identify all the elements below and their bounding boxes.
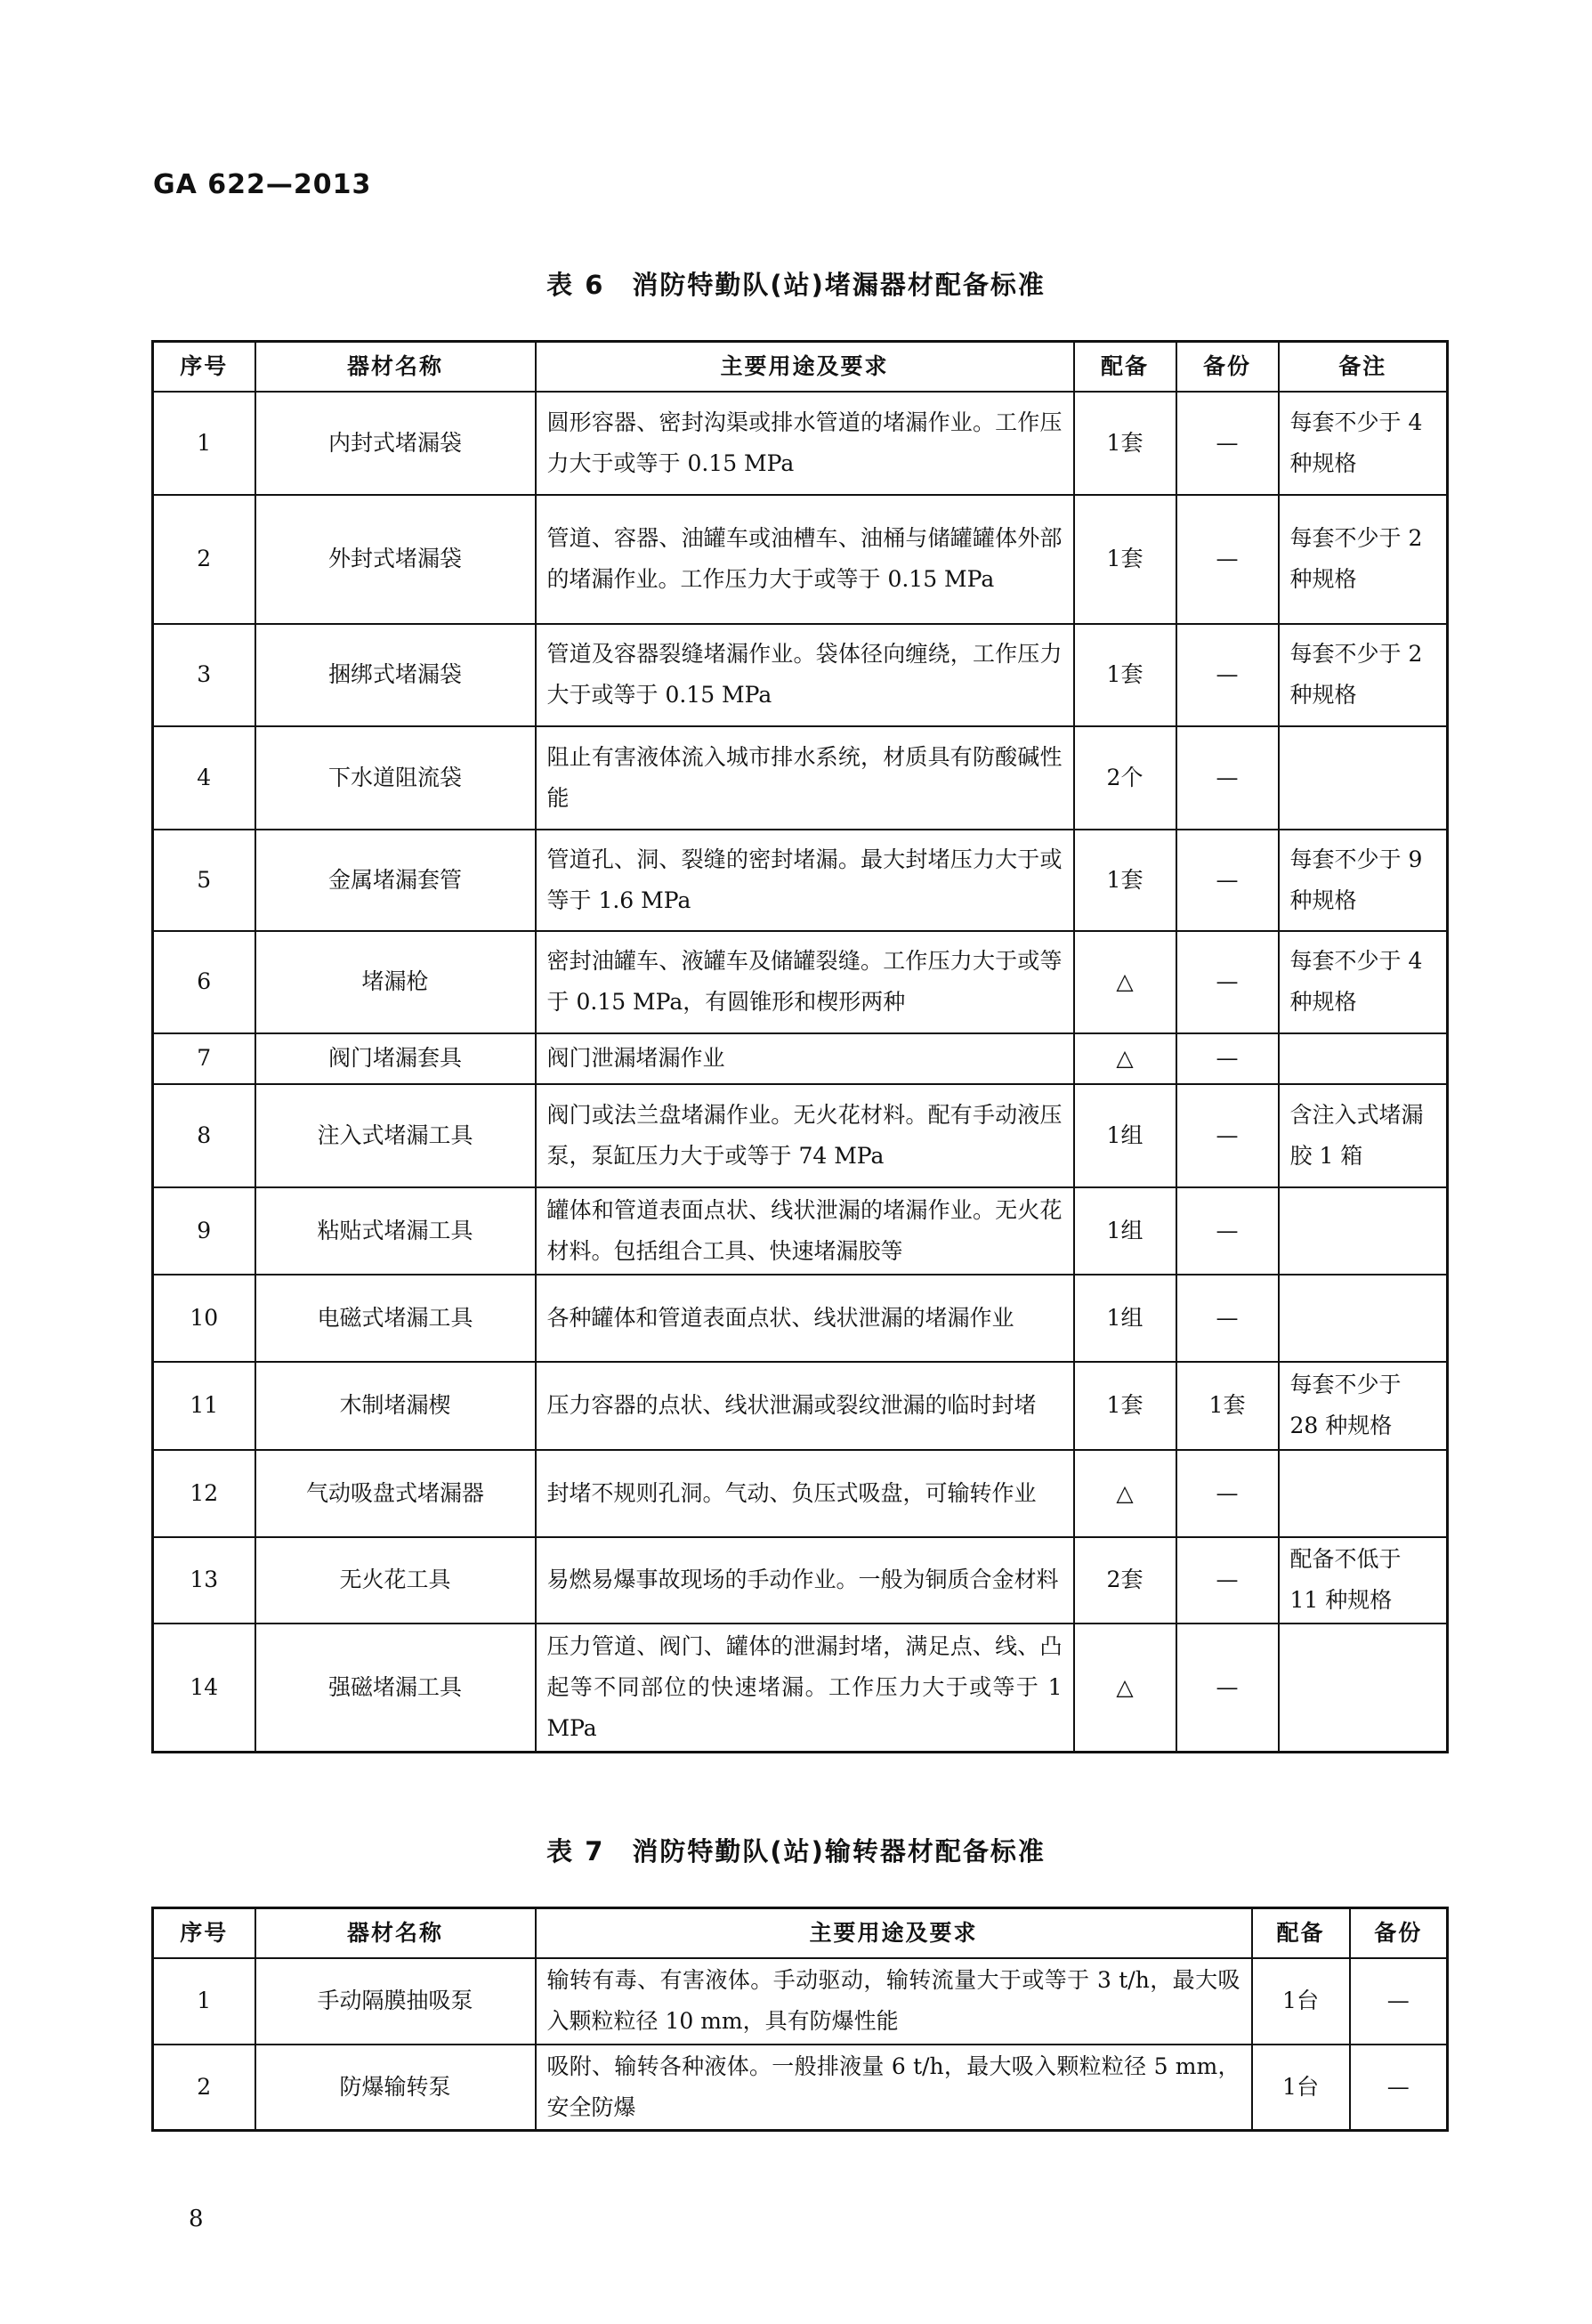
col-header-no: 序号 xyxy=(153,342,255,392)
cell-quantity: 1台 xyxy=(1252,1958,1350,2045)
cell-quantity: 1组 xyxy=(1074,1084,1176,1187)
cell-equipment-name: 内封式堵漏袋 xyxy=(255,392,536,495)
cell-remark: 配备不低于 11 种规格 xyxy=(1279,1537,1448,1624)
cell-remark: 每套不少于 4 种规格 xyxy=(1279,392,1448,495)
cell-backup: — xyxy=(1176,495,1279,624)
col-header-requirements: 主要用途及要求 xyxy=(536,1908,1252,1958)
cell-requirements: 管道孔、洞、裂缝的密封堵漏。最大封堵压力大于或等于 1.6 MPa xyxy=(536,830,1074,931)
table-row xyxy=(153,830,1448,931)
cell-remark xyxy=(1279,1033,1448,1084)
cell-quantity: 2个 xyxy=(1074,726,1176,830)
cell-backup: — xyxy=(1176,931,1279,1033)
cell-no: 12 xyxy=(153,1450,255,1537)
cell-remark xyxy=(1279,726,1448,830)
cell-requirements: 输转有毒、有害液体。手动驱动，输转流量大于或等于 3 t/h，最大吸入颗粒粒径 10 mm，具有防爆性能 xyxy=(536,1958,1252,2045)
table6-equipment-leak-sealing xyxy=(151,340,1449,1753)
cell-remark: 含注入式堵漏胶 1 箱 xyxy=(1279,1084,1448,1187)
cell-remark xyxy=(1279,1275,1448,1362)
cell-equipment-name: 捆绑式堵漏袋 xyxy=(255,624,536,726)
cell-equipment-name: 金属堵漏套管 xyxy=(255,830,536,931)
cell-no: 14 xyxy=(153,1624,255,1753)
cell-equipment-name: 木制堵漏楔 xyxy=(255,1362,536,1450)
table6-header-row xyxy=(153,342,1448,392)
cell-quantity: 1台 xyxy=(1252,2045,1350,2131)
cell-requirements: 阻止有害液体流入城市排水系统，材质具有防酸碱性能 xyxy=(536,726,1074,830)
cell-no: 7 xyxy=(153,1033,255,1084)
cell-equipment-name: 粘贴式堵漏工具 xyxy=(255,1187,536,1275)
col-header-name: 器材名称 xyxy=(255,342,536,392)
page-number: 8 xyxy=(189,2206,204,2232)
cell-no: 1 xyxy=(153,1958,255,2045)
table-row xyxy=(153,1362,1448,1450)
cell-requirements: 各种罐体和管道表面点状、线状泄漏的堵漏作业 xyxy=(536,1275,1074,1362)
table-row xyxy=(153,1624,1448,1753)
cell-backup: — xyxy=(1176,624,1279,726)
cell-backup: 1套 xyxy=(1176,1362,1279,1450)
cell-backup: — xyxy=(1350,2045,1448,2131)
col-header-no: 序号 xyxy=(153,1908,255,1958)
cell-quantity: 1套 xyxy=(1074,830,1176,931)
cell-backup: — xyxy=(1176,1537,1279,1624)
cell-no: 10 xyxy=(153,1275,255,1362)
cell-requirements: 易燃易爆事故现场的手动作业。一般为铜质合金材料 xyxy=(536,1537,1074,1624)
table-row xyxy=(153,2045,1448,2131)
document-code: GA 622—2013 xyxy=(153,169,372,200)
col-header-requirements: 主要用途及要求 xyxy=(536,342,1074,392)
cell-backup: — xyxy=(1176,830,1279,931)
cell-backup: — xyxy=(1176,1450,1279,1537)
cell-no: 11 xyxy=(153,1362,255,1450)
table-row xyxy=(153,931,1448,1033)
col-header-backup: 备份 xyxy=(1176,342,1279,392)
table-row xyxy=(153,1537,1448,1624)
cell-equipment-name: 注入式堵漏工具 xyxy=(255,1084,536,1187)
cell-requirements: 压力容器的点状、线状泄漏或裂纹泄漏的临时封堵 xyxy=(536,1362,1074,1450)
cell-equipment-name: 下水道阻流袋 xyxy=(255,726,536,830)
table-row xyxy=(153,495,1448,624)
cell-quantity: 1组 xyxy=(1074,1275,1176,1362)
cell-remark: 每套不少于 9 种规格 xyxy=(1279,830,1448,931)
table7-equipment-transfer xyxy=(151,1907,1449,2132)
cell-no: 4 xyxy=(153,726,255,830)
cell-no: 2 xyxy=(153,495,255,624)
col-header-quantity: 配备 xyxy=(1252,1908,1350,1958)
cell-quantity: △ xyxy=(1074,1450,1176,1537)
cell-backup: — xyxy=(1176,392,1279,495)
cell-equipment-name: 外封式堵漏袋 xyxy=(255,495,536,624)
table7-caption: 表 7 消防特勤队(站)输转器材配备标准 xyxy=(546,1836,1046,1866)
cell-no: 2 xyxy=(153,2045,255,2131)
table-row xyxy=(153,726,1448,830)
table6-caption: 表 6 消防特勤队(站)堵漏器材配备标准 xyxy=(546,270,1046,300)
cell-requirements: 密封油罐车、液罐车及储罐裂缝。工作压力大于或等于 0.15 MPa，有圆锥形和楔形两种 xyxy=(536,931,1074,1033)
cell-equipment-name: 电磁式堵漏工具 xyxy=(255,1275,536,1362)
table-row xyxy=(153,1275,1448,1362)
cell-backup: — xyxy=(1176,1187,1279,1275)
cell-backup: — xyxy=(1176,1624,1279,1753)
cell-equipment-name: 强磁堵漏工具 xyxy=(255,1624,536,1753)
table7-header-row xyxy=(153,1908,1448,1958)
cell-remark xyxy=(1279,1187,1448,1275)
table-row xyxy=(153,1958,1448,2045)
cell-backup: — xyxy=(1350,1958,1448,2045)
table-row xyxy=(153,1450,1448,1537)
table-row xyxy=(153,624,1448,726)
cell-requirements: 管道、容器、油罐车或油槽车、油桶与储罐罐体外部的堵漏作业。工作压力大于或等于 0.15 MPa xyxy=(536,495,1074,624)
cell-remark: 每套不少于 28 种规格 xyxy=(1279,1362,1448,1450)
cell-quantity: 1套 xyxy=(1074,624,1176,726)
cell-backup: — xyxy=(1176,1084,1279,1187)
cell-remark xyxy=(1279,1624,1448,1753)
cell-no: 5 xyxy=(153,830,255,931)
cell-equipment-name: 阀门堵漏套具 xyxy=(255,1033,536,1084)
cell-equipment-name: 堵漏枪 xyxy=(255,931,536,1033)
cell-remark: 每套不少于 2 种规格 xyxy=(1279,624,1448,726)
cell-no: 9 xyxy=(153,1187,255,1275)
cell-quantity: 1套 xyxy=(1074,392,1176,495)
cell-quantity: △ xyxy=(1074,1033,1176,1084)
cell-requirements: 阀门泄漏堵漏作业 xyxy=(536,1033,1074,1084)
cell-equipment-name: 手动隔膜抽吸泵 xyxy=(255,1958,536,2045)
cell-requirements: 阀门或法兰盘堵漏作业。无火花材料。配有手动液压泵，泵缸压力大于或等于 74 MPa xyxy=(536,1084,1074,1187)
cell-remark xyxy=(1279,1450,1448,1537)
cell-no: 3 xyxy=(153,624,255,726)
cell-requirements: 封堵不规则孔洞。气动、负压式吸盘，可输转作业 xyxy=(536,1450,1074,1537)
cell-quantity: 1组 xyxy=(1074,1187,1176,1275)
col-header-remark: 备注 xyxy=(1279,342,1448,392)
cell-requirements: 管道及容器裂缝堵漏作业。袋体径向缠绕，工作压力大于或等于 0.15 MPa xyxy=(536,624,1074,726)
cell-quantity: 2套 xyxy=(1074,1537,1176,1624)
cell-remark: 每套不少于 2 种规格 xyxy=(1279,495,1448,624)
cell-requirements: 罐体和管道表面点状、线状泄漏的堵漏作业。无火花材料。包括组合工具、快速堵漏胶等 xyxy=(536,1187,1074,1275)
cell-backup: — xyxy=(1176,726,1279,830)
cell-backup: — xyxy=(1176,1275,1279,1362)
cell-equipment-name: 气动吸盘式堵漏器 xyxy=(255,1450,536,1537)
col-header-quantity: 配备 xyxy=(1074,342,1176,392)
table-row xyxy=(153,1187,1448,1275)
cell-equipment-name: 无火花工具 xyxy=(255,1537,536,1624)
table-row xyxy=(153,1084,1448,1187)
col-header-name: 器材名称 xyxy=(255,1908,536,1958)
cell-no: 6 xyxy=(153,931,255,1033)
cell-quantity: 1套 xyxy=(1074,495,1176,624)
cell-quantity: △ xyxy=(1074,1624,1176,1753)
cell-no: 1 xyxy=(153,392,255,495)
table-row xyxy=(153,392,1448,495)
cell-requirements: 圆形容器、密封沟渠或排水管道的堵漏作业。工作压力大于或等于 0.15 MPa xyxy=(536,392,1074,495)
cell-quantity: △ xyxy=(1074,931,1176,1033)
cell-no: 8 xyxy=(153,1084,255,1187)
cell-backup: — xyxy=(1176,1033,1279,1084)
cell-requirements: 吸附、输转各种液体。一般排液量 6 t/h，最大吸入颗粒粒径 5 mm，安全防爆 xyxy=(536,2045,1252,2131)
col-header-backup: 备份 xyxy=(1350,1908,1448,1958)
cell-equipment-name: 防爆输转泵 xyxy=(255,2045,536,2131)
table-row xyxy=(153,1033,1448,1084)
cell-requirements: 压力管道、阀门、罐体的泄漏封堵，满足点、线、凸起等不同部位的快速堵漏。工作压力大于或等于 1 MPa xyxy=(536,1624,1074,1753)
cell-no: 13 xyxy=(153,1537,255,1624)
cell-quantity: 1套 xyxy=(1074,1362,1176,1450)
cell-remark: 每套不少于 4 种规格 xyxy=(1279,931,1448,1033)
